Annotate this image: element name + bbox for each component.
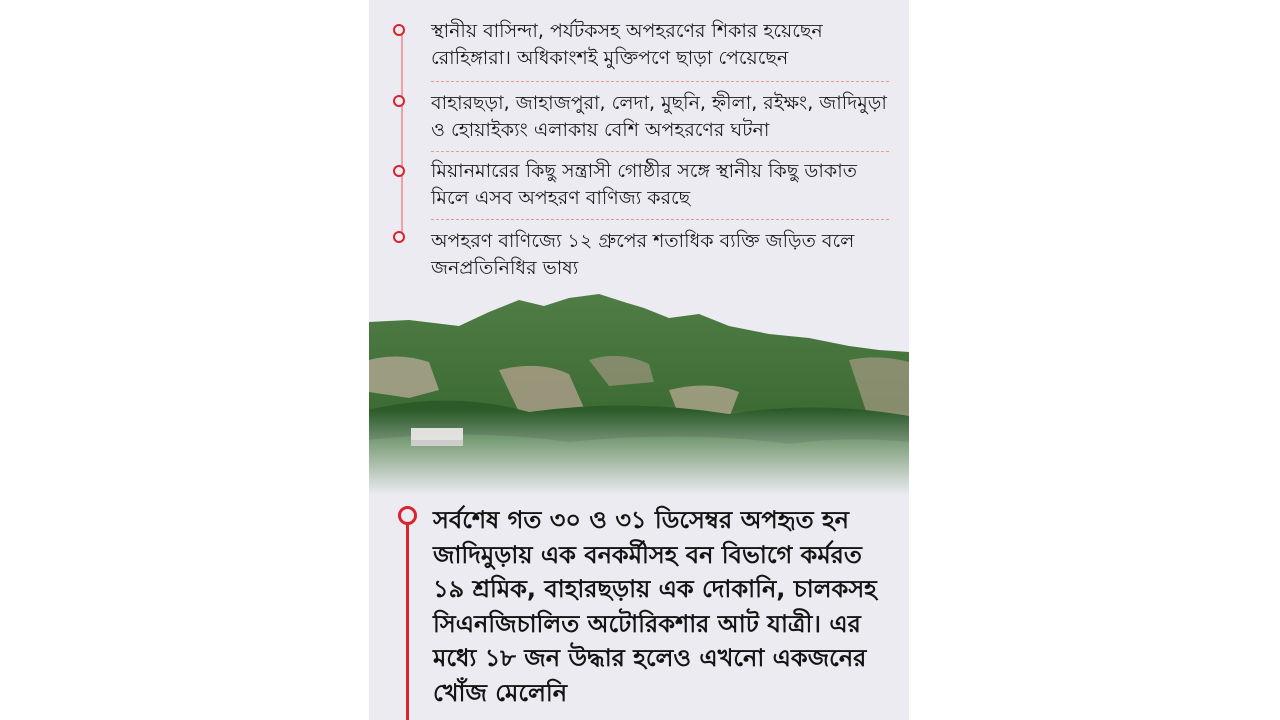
bullet-marker-icon [398,506,417,525]
bullet-text: স্থানীয় বাসিন্দা, পর্যটকসহ অপহরণের শিকার হয়েছেন রোহিঙ্গারা। অধিকাংশই মুক্তিপণে ছাড়া পেয়েছেন [431,20,823,69]
bullet-marker-icon [393,231,405,243]
summary-block [369,495,909,720]
bullet-marker-icon [393,95,405,107]
dashed-divider [431,151,889,152]
bullet-text: বাহারছড়া, জাহাজপুরা, লেদা, মুছনি, হ্নীলা, রইক্ষং, জাদিমুড়া ও হোয়াইক্যং এলাকায় বেশি অপহরণের ঘটনা [431,92,887,141]
infographic-panel [369,0,909,720]
bullet-text: অপহরণ বাণিজ্যে ১২ গ্রুপের শতাধিক ব্যক্তি জড়িত বলে জনপ্রতিনিধির ভাষ্য [431,230,855,279]
bullet-marker-icon [393,165,405,177]
dashed-divider [431,219,889,220]
bullet-text: মিয়ানমারের কিছু সন্ত্রাসী গোষ্ঠীর সঙ্গে স্থানীয় কিছু ডাকাত মিলে এসব অপহরণ বাণিজ্য করছে [431,160,857,209]
timeline-line [406,521,409,720]
hill-forest-photo [369,290,909,495]
timeline-line [401,30,403,240]
dashed-divider [431,81,889,82]
bullet-list [369,0,909,290]
summary-text: সর্বশেষ গত ৩০ ও ৩১ ডিসেম্বর অপহৃত হন জাদিমুড়ায় এক বনকর্মীসহ বন বিভাগে কর্মরত ১৯ শ্রমিক, বাহারছড়ায় এক দোকানি, চালকসহ সিএনজিচালিত অটোরিকশার আট যাত্রী। এর মধ্যে ১৮ জন উদ্ধার হলেও এখনো একজনের খোঁজ মেলেনি [433,506,877,707]
bullet-marker-icon [393,24,405,36]
